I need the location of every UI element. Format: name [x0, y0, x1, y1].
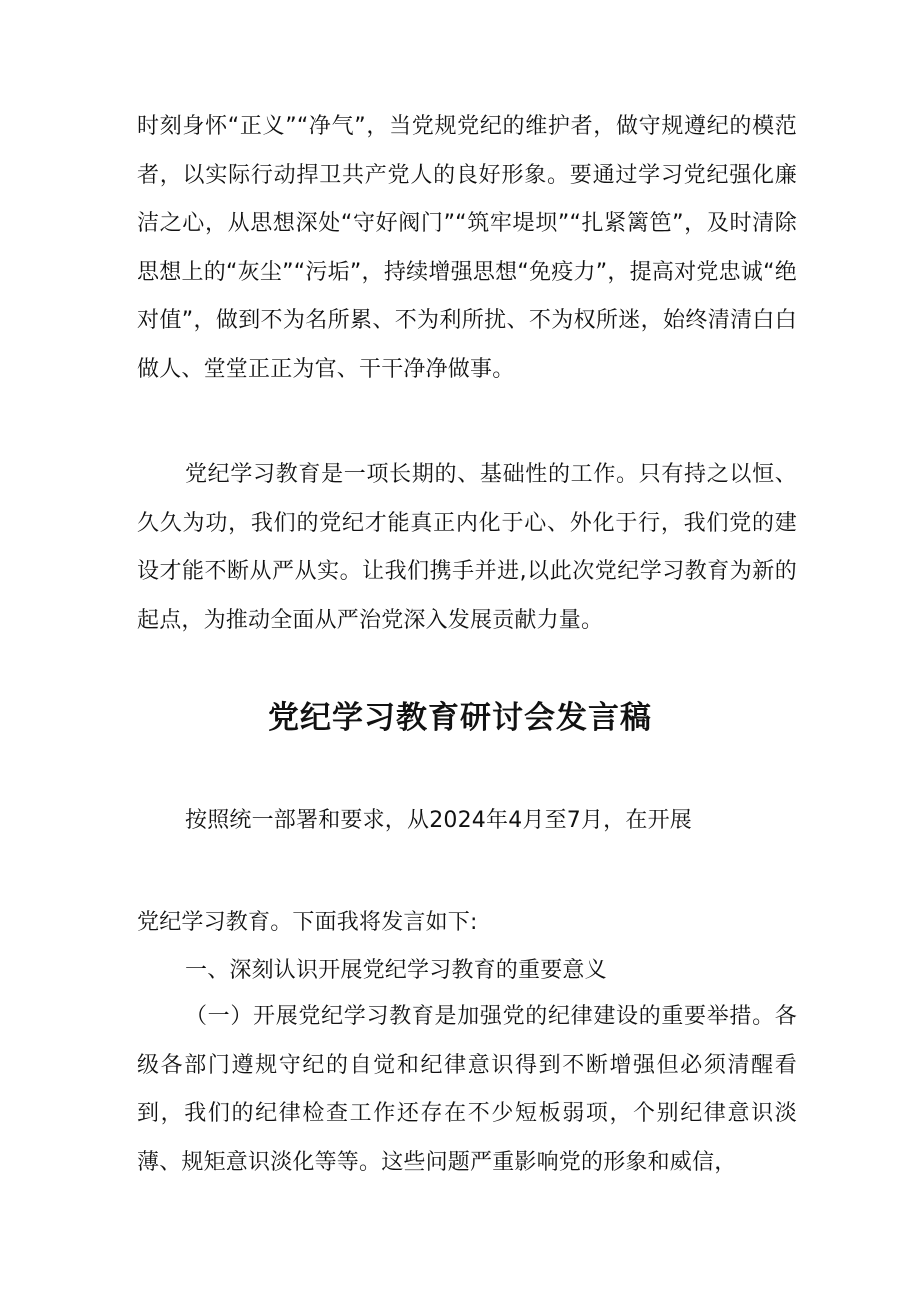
body-paragraph-long-term: 党纪学习教育是一项长期的、基础性的工作。只有持之以恒、久久为功，我们的党纪才能真正内化于心、外化于行，我们党的建设才能不断从严从实。让我们携手并进,以此次党纪学习教育为新的起点，为推动全面从严治党深入发展贡献力量。: [137, 462, 797, 633]
document-title: 党纪学习教育研讨会发言稿: [268, 700, 652, 736]
intro-line-1: 按照统一部署和要求，从2024年4月至7月，在开展: [185, 808, 692, 833]
subsection-paragraph: （一）开展党纪学习教育是加强党的纪律建设的重要举措。各级各部门遵规守纪的自觉和纪律意识得到不断增强但必须清醒看到，我们的纪律检查工作还存在不少短板弱项，个别纪律意识淡薄、规矩意识淡化等等。这些问题严重影响党的形象和威信，: [137, 1004, 797, 1175]
intro-line-2: 党纪学习教育。下面我将发言如下:: [137, 910, 478, 935]
section-heading: 一、深刻认识开展党纪学习教育的重要意义: [185, 958, 607, 983]
body-paragraph-integrity: 时刻身怀“正义”“净气”，当党规党纪的维护者，做守规遵纪的模范者，以实际行动捍卫共产党人的良好形象。要通过学习党纪强化廉洁之心，从思想深处“守好阀门”“筑牢堤坝”“扎紧篱笆”，及时清除思想上的“灰尘”“污垢”，持续增强思想“免疫力”，提高对党忠诚“绝对值”，做到不为名所累、不为利所扰、不为权所迷，始终清清白白做人、堂堂正正为官、干干净净做事。: [137, 114, 797, 382]
